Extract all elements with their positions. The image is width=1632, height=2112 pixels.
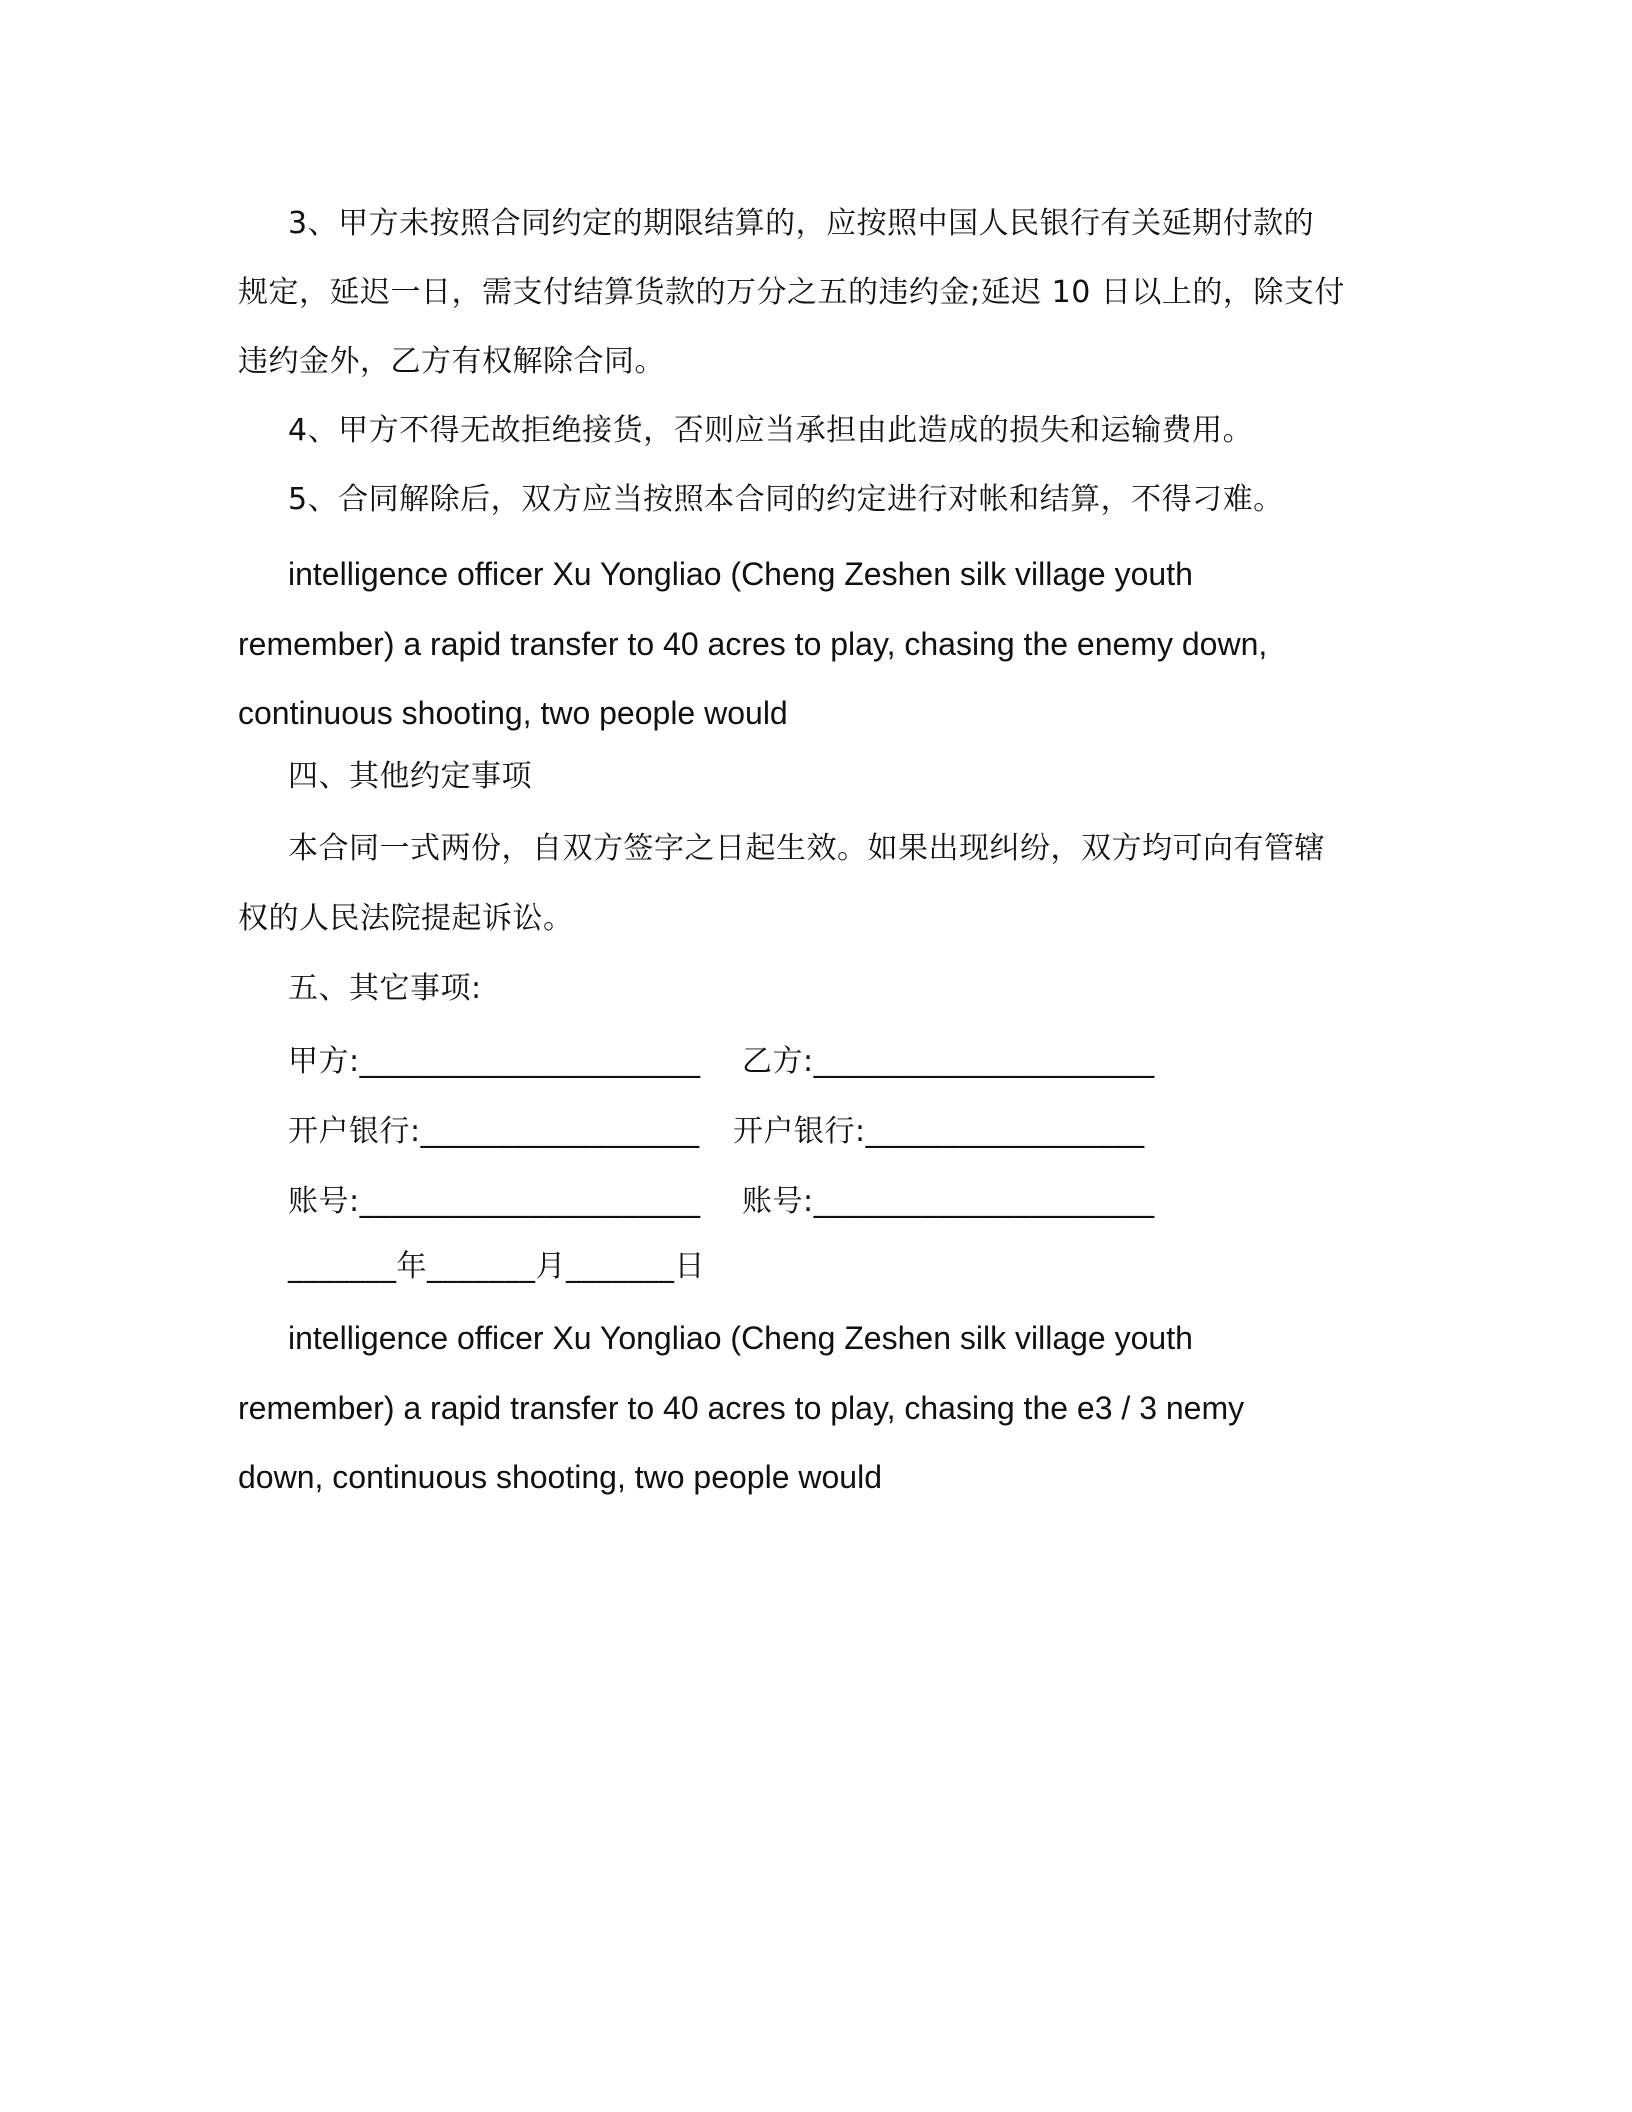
filler-paragraph-1-line-3: continuous shooting, two people would [238,695,788,731]
filler-paragraph-2-line-2: remember) a rapid transfer to 40 acres to play, chasing the e3 / 3 nemy [238,1390,1245,1426]
filler-paragraph-1-line-2: remember) a rapid transfer to 40 acres to play, chasing the enemy down, [238,626,1268,662]
clause-3-line-1: 3、甲方未按照合同约定的期限结算的，应按照中国人民银行有关延期付款的 [288,206,1315,241]
bank-b-field: 开户银行:__________________ [733,1114,1145,1149]
clause-3-line-2: 规定，延迟一日，需支付结算货款的万分之五的违约金;延迟 10 日以上的，除支付 [238,275,1345,310]
clause-4: 4、甲方不得无故拒绝接货，否则应当承担由此造成的损失和运输费用。 [288,413,1254,448]
section-4-heading: 四、其他约定事项 [288,759,532,794]
section-4-line-2: 权的人民法院提起诉讼。 [238,901,574,936]
clause-5: 5、合同解除后，双方应当按照本合同的约定进行对帐和结算，不得刁难。 [288,482,1284,517]
filler-paragraph-2-line-3: down, continuous shooting, two people would [238,1459,882,1495]
date-line: _______年_______月_______日 [288,1249,705,1284]
party-b-field: 乙方:______________________ [742,1044,1155,1079]
filler-paragraph-2-line-1: intelligence officer Xu Yongliao (Cheng Zeshen silk village youth [288,1320,1193,1356]
account-a-field: 账号:______________________ [288,1184,701,1219]
section-5-heading: 五、其它事项: [288,971,482,1006]
party-a-field: 甲方:______________________ [288,1044,701,1079]
section-4-line-1: 本合同一式两份，自双方签字之日起生效。如果出现纠纷，双方均可向有管辖 [288,831,1325,866]
account-b-field: 账号:______________________ [742,1184,1155,1219]
bank-a-field: 开户银行:__________________ [288,1114,700,1149]
clause-3-line-3: 违约金外，乙方有权解除合同。 [238,344,665,379]
filler-paragraph-1-line-1: intelligence officer Xu Yongliao (Cheng Zeshen silk village youth [288,556,1193,592]
